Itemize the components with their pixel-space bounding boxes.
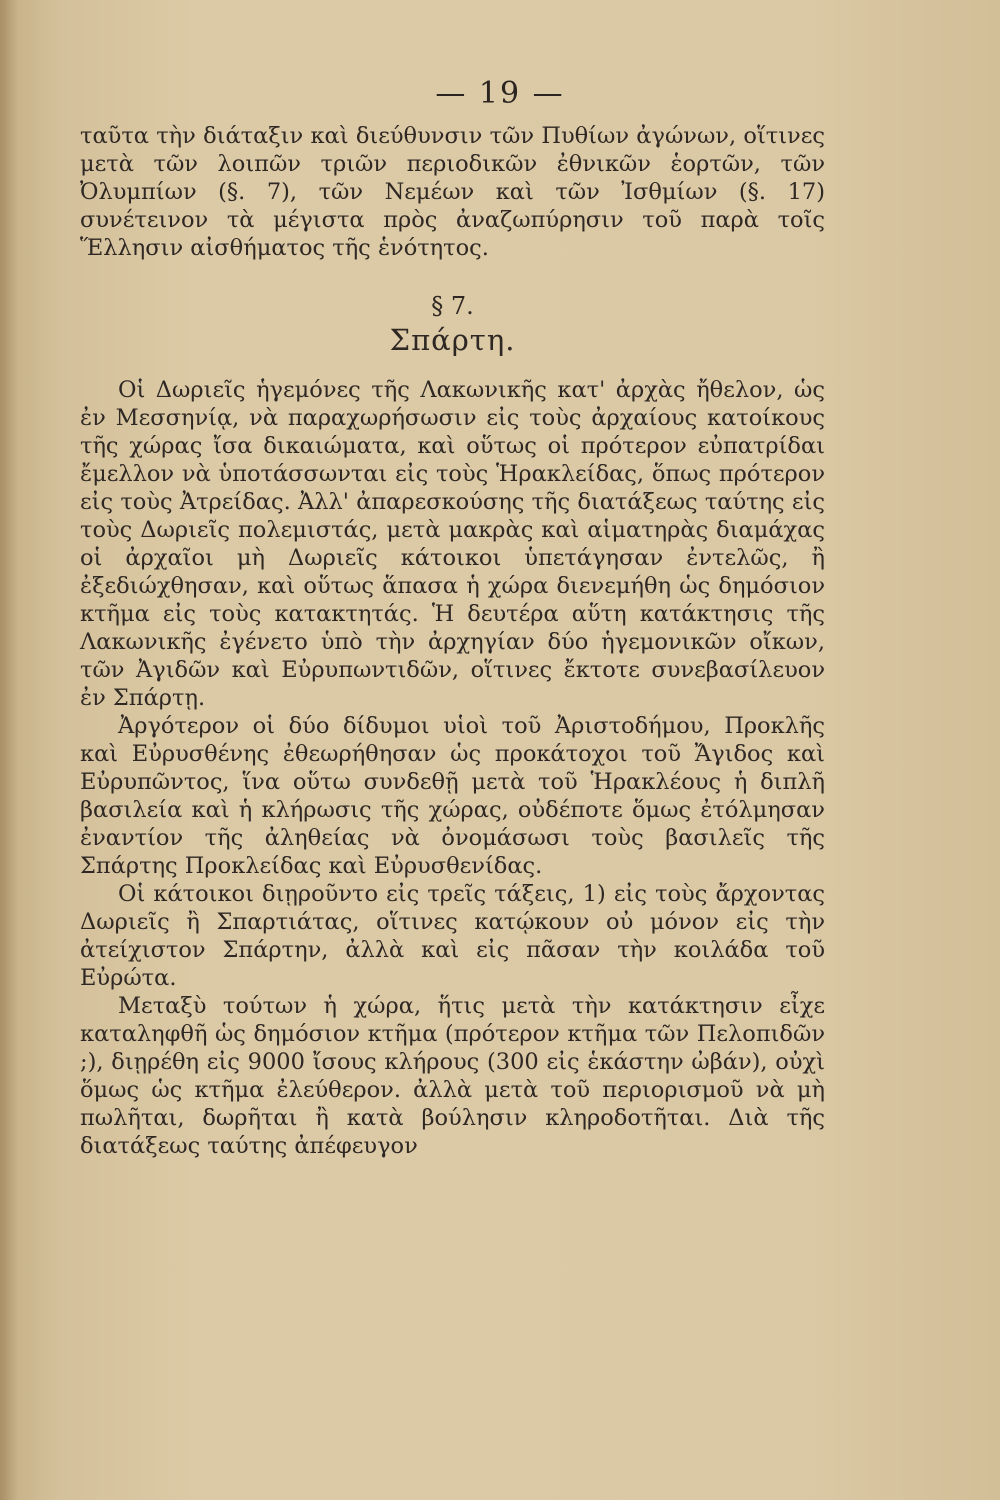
paragraph: Οἱ κάτοικοι διῃροῦντο εἰς τρεῖς τάξεις, 1) εἰς τοὺς ἄρχοντας Δωριεῖς ἢ Σπαρτιάτας, οἵτινες κατῴκουν οὐ μόνον εἰς τὴν ἀτείχιστον Σπάρτην, ἀλλὰ καὶ εἰς πᾶσαν τὴν κοιλάδα τοῦ Εὐρώτα.	[80, 881, 825, 991]
paragraph: Ἀργότερον οἱ δύο δίδυμοι υἱοὶ τοῦ Ἀριστοδήμου, Προκλῆς καὶ Εὐρυσθένης ἐθεωρήθησαν ὡς προκάτοχοι τοῦ Ἄγιδος καὶ Εὐρυπῶντος, ἵνα οὕτω συνδεθῇ μετὰ τοῦ Ἡρακλέους ἡ διπλῆ βασιλεία καὶ ἡ κλήρωσις τῆς χώρας, οὐδέποτε ὅμως ἐτόλμησαν ἐναντίον τῆς ἀληθείας νὰ ὀνομάσωσι τοὺς βασιλεῖς τῆς Σπάρτης Προκλείδας καὶ Εὐρυσθενίδας.	[80, 713, 825, 879]
paragraph-continued: ταῦτα τὴν διάταξιν καὶ διεύθυνσιν τῶν Πυθίων ἀγώνων, οἵτινες μετὰ τῶν λοιπῶν τριῶν περιοδικῶν ἐθνικῶν ἑορτῶν, τῶν Ὀλυμπίων (§. 7), τῶν Νεμέων καὶ τῶν Ἰσθμίων (§. 17) συνέτεινον τὰ μέγιστα πρὸς ἀναζωπύρησιν τοῦ παρὰ τοῖς Ἕλλησιν αἰσθήματος τῆς ἑνότητος.	[80, 123, 825, 261]
page-number: — 19 —	[435, 76, 565, 111]
section-number: § 7.	[431, 292, 474, 320]
paragraph: Οἱ Δωριεῖς ἡγεμόνες τῆς Λακωνικῆς κατ' ἀρχὰς ἤθελον, ὡς ἐν Μεσσηνίᾳ, νὰ παραχωρήσωσιν εἰς τοὺς ἀρχαίους κατοίκους τῆς χώρας ἴσα δικαιώματα, καὶ οὕτως οἱ πρότερον εὐπατρίδαι ἔμελλον νὰ ὑποτάσσωνται εἰς τοὺς Ἡρακλείδας, ὅπως πρότερον εἰς τοὺς Ἀτρείδας. Ἀλλ' ἀπαρεσκούσης τῆς διατάξεως ταύτης εἰς τοὺς Δωριεῖς πολεμιστάς, μετὰ μακρὰς καὶ αἱματηρὰς διαμάχας οἱ ἀρχαῖοι μὴ Δωριεῖς κάτοικοι ὑπετάγησαν ἐντελῶς, ἢ ἐξεδιώχθησαν, καὶ οὕτως ἅπασα ἡ χώρα διενεμήθη ὡς δημόσιον κτῆμα εἰς τοὺς κατακτητάς. Ἡ δευτέρα αὕτη κατάκτησις τῆς Λακωνικῆς ἐγένετο ὑπὸ τὴν ἀρχηγίαν δύο ἡγεμονικῶν οἴκων, τῶν Ἀγιδῶν καὶ Εὐρυπωντιδῶν, οἵτινες ἔκτοτε συνεβασίλευον ἐν Σπάρτῃ.	[80, 377, 825, 711]
paragraph: Μεταξὺ τούτων ἡ χώρα, ἥτις μετὰ τὴν κατάκτησιν εἶχε καταληφθῆ ὡς δημόσιον κτῆμα (πρότερον κτῆμα τῶν Πελοπιδῶν ;), διῃρέθη εἰς 9000 ἴσους κλήρους (300 εἰς ἑκάστην ὠβάν), οὐχὶ ὅμως ὡς κτῆμα ἐλεύθερον. ἀλλὰ μετὰ τοῦ περιορισμοῦ νὰ μὴ πωλῆται, δωρῆται ἢ κατὰ βούλησιν κληροδοτῆται. Διὰ τῆς διατάξεως ταύτης ἀπέφευγον	[80, 993, 825, 1159]
section-title: Σπάρτη.	[389, 323, 516, 357]
page-body	[80, 122, 825, 1160]
